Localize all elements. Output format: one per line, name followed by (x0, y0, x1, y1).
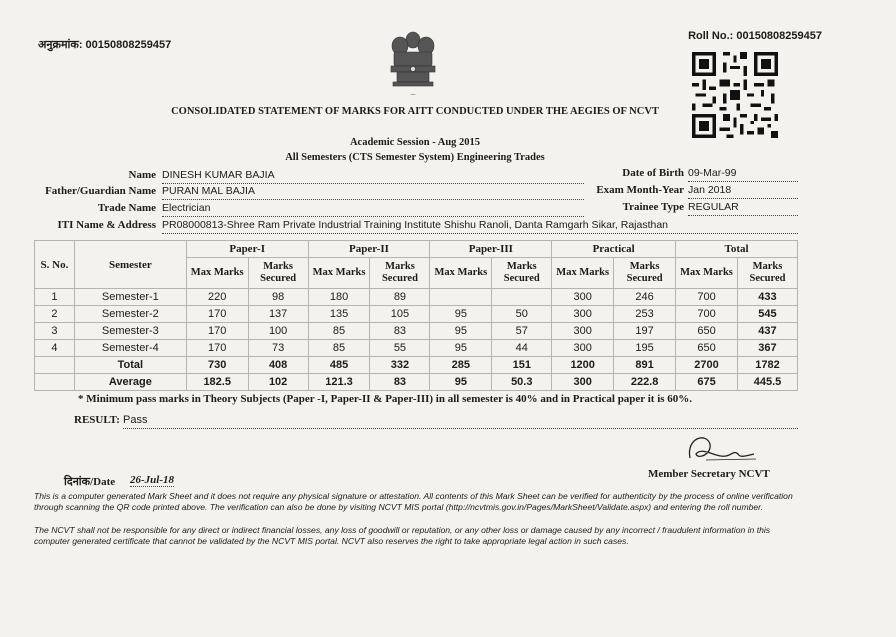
name-label: Name (128, 169, 156, 181)
mark-cell: 105 (370, 306, 430, 323)
mark-cell: 197 (614, 323, 676, 340)
table-row (35, 340, 798, 357)
mark-cell: 95 (430, 323, 492, 340)
sno-cell: 4 (35, 340, 75, 357)
average-cell: 50.3 (492, 374, 552, 391)
mark-cell: 700 (676, 289, 738, 306)
disclaimer-verification: This is a computer generated Mark Sheet and it does not require any physical signature or attestation. All contents of this Mark Sheet can be verified for authenticity by the process of online verification through scanning the QR code printed above. The verification can also be done by visiting NCVT MIS portal (http://ncvtmis.gov.in/Pages/MarkSheet/Validate.aspx) and entering the roll number. (34, 491, 793, 512)
mark-cell: 367 (737, 340, 797, 357)
mark-cell: 300 (552, 323, 614, 340)
trade-label: Trade Name (97, 202, 156, 214)
mark-cell: 195 (614, 340, 676, 357)
roll-number-hindi: अनुक्रमांक: 00150808259457 (38, 39, 172, 51)
total-cell: 485 (308, 357, 370, 374)
mark-cell: 98 (248, 289, 308, 306)
national-emblem-icon (385, 28, 441, 100)
result-value: Pass (123, 414, 798, 429)
dob-value: 09-Mar-99 (688, 167, 798, 182)
mark-cell: 137 (248, 306, 308, 323)
average-label: Average (74, 374, 186, 391)
table-row (35, 323, 798, 340)
semester-cell: Semester-1 (74, 289, 186, 306)
mark-cell: 95 (430, 306, 492, 323)
semester-cell: Semester-2 (74, 306, 186, 323)
guardian-label: Father/Guardian Name (45, 185, 156, 197)
qr-code-icon (692, 52, 778, 138)
iti-label: ITI Name & Address (57, 219, 156, 231)
total-cell: 151 (492, 357, 552, 374)
average-cell: 95 (430, 374, 492, 391)
trade-value: Electrician (162, 202, 584, 217)
disclaimer-liability: The NCVT shall not be responsible for any direct or indirect financial losses, any loss of goodwill or reputation, or any other loss or damage caused by any incorrect / fraudulent information in this computer generated certificate that cannot be validated by the NCVT MIS portal. NCVT also reserves the right to take appropriate legal action in such cases. (34, 525, 771, 546)
semester-header: Semester (74, 241, 186, 289)
total-cell: 1782 (737, 357, 797, 374)
document-title: CONSOLIDATED STATEMENT OF MARKS FOR AITT CONDUCTED UNDER THE AEGIES OF NCVT (171, 106, 659, 117)
mark-cell: 220 (186, 289, 248, 306)
total-cell: 730 (186, 357, 248, 374)
mark-cell: 73 (248, 340, 308, 357)
mark-cell: 44 (492, 340, 552, 357)
academic-session: Academic Session - Aug 2015 (349, 137, 481, 148)
marks-table (34, 240, 798, 391)
marks-secured-header: Marks Secured (370, 258, 430, 289)
date-label: दिनांक/Date (64, 476, 116, 488)
trades-subtitle: All Semesters (CTS Semester System) Engineering Trades (285, 152, 545, 163)
average-cell: 83 (370, 374, 430, 391)
paper-3-header: Paper-III (430, 241, 552, 258)
total-header: Total (676, 241, 798, 258)
semester-cell: Semester-4 (74, 340, 186, 357)
sno-header: S. No. (35, 241, 75, 289)
mark-cell (492, 289, 552, 306)
exam-label: Exam Month-Year (596, 184, 684, 196)
average-cell: 102 (248, 374, 308, 391)
mark-cell: 650 (676, 323, 738, 340)
mark-cell: 253 (614, 306, 676, 323)
mark-cell: 300 (552, 340, 614, 357)
total-cell: 1200 (552, 357, 614, 374)
average-cell: 222.8 (614, 374, 676, 391)
name-value: DINESH KUMAR BAJIA (162, 169, 584, 184)
total-cell: 408 (248, 357, 308, 374)
mark-cell: 50 (492, 306, 552, 323)
sno-cell: 2 (35, 306, 75, 323)
signatory-title: Member Secretary NCVT (648, 468, 770, 480)
marks-secured-header: Marks Secured (248, 258, 308, 289)
signature-icon (676, 428, 766, 472)
dob-label: Date of Birth (622, 167, 684, 179)
total-label: Total (74, 357, 186, 374)
max-marks-header: Max Marks (430, 258, 492, 289)
practical-header: Practical (552, 241, 676, 258)
pass-marks-note: * Minimum pass marks in Theory Subjects (Paper -I, Paper-II & Paper-III) in all semester is 40% and in Practical paper it is 60%. (78, 393, 693, 405)
result-label: RESULT: (74, 414, 120, 426)
svg-text:—: — (410, 92, 416, 98)
total-cell: 285 (430, 357, 492, 374)
mark-cell (430, 289, 492, 306)
mark-cell: 95 (430, 340, 492, 357)
table-row (35, 289, 798, 306)
marks-secured-header: Marks Secured (737, 258, 797, 289)
marks-secured-header: Marks Secured (492, 258, 552, 289)
sno-cell: 3 (35, 323, 75, 340)
semester-cell: Semester-3 (74, 323, 186, 340)
mark-cell: 433 (737, 289, 797, 306)
mark-cell: 85 (308, 323, 370, 340)
mark-cell: 180 (308, 289, 370, 306)
total-cell: 2700 (676, 357, 738, 374)
max-marks-header: Max Marks (186, 258, 248, 289)
max-marks-header: Max Marks (676, 258, 738, 289)
paper-1-header: Paper-I (186, 241, 308, 258)
trainee-label: Trainee Type (622, 201, 684, 213)
sno-cell: 1 (35, 289, 75, 306)
average-cell: 121.3 (308, 374, 370, 391)
mark-cell: 300 (552, 306, 614, 323)
mark-cell: 437 (737, 323, 797, 340)
mark-cell: 83 (370, 323, 430, 340)
mark-cell: 170 (186, 340, 248, 357)
date-value: 26-Jul-18 (130, 474, 174, 486)
mark-cell: 545 (737, 306, 797, 323)
average-cell: 300 (552, 374, 614, 391)
mark-cell: 170 (186, 323, 248, 340)
iti-value: PR08000813-Shree Ram Private Industrial Training Institute Shishu Ranoli, Danta Ramgarh Sikar, Rajasthan (162, 219, 798, 234)
average-cell: 182.5 (186, 374, 248, 391)
mark-cell: 100 (248, 323, 308, 340)
max-marks-header: Max Marks (552, 258, 614, 289)
mark-cell: 135 (308, 306, 370, 323)
average-row (35, 374, 798, 391)
mark-cell: 300 (552, 289, 614, 306)
mark-cell: 700 (676, 306, 738, 323)
max-marks-header: Max Marks (308, 258, 370, 289)
paper-2-header: Paper-II (308, 241, 430, 258)
total-cell: 891 (614, 357, 676, 374)
average-cell: 445.5 (737, 374, 797, 391)
mark-cell: 650 (676, 340, 738, 357)
roll-number: Roll No.: 00150808259457 (688, 30, 822, 42)
guardian-value: PURAN MAL BAJIA (162, 185, 584, 200)
table-row (35, 306, 798, 323)
mark-cell: 85 (308, 340, 370, 357)
exam-value: Jan 2018 (688, 184, 798, 199)
mark-cell: 246 (614, 289, 676, 306)
mark-cell: 57 (492, 323, 552, 340)
mark-cell: 89 (370, 289, 430, 306)
mark-cell: 170 (186, 306, 248, 323)
trainee-value: REGULAR (688, 201, 798, 216)
marks-secured-header: Marks Secured (614, 258, 676, 289)
mark-cell: 55 (370, 340, 430, 357)
total-cell: 332 (370, 357, 430, 374)
average-cell: 675 (676, 374, 738, 391)
total-row (35, 357, 798, 374)
